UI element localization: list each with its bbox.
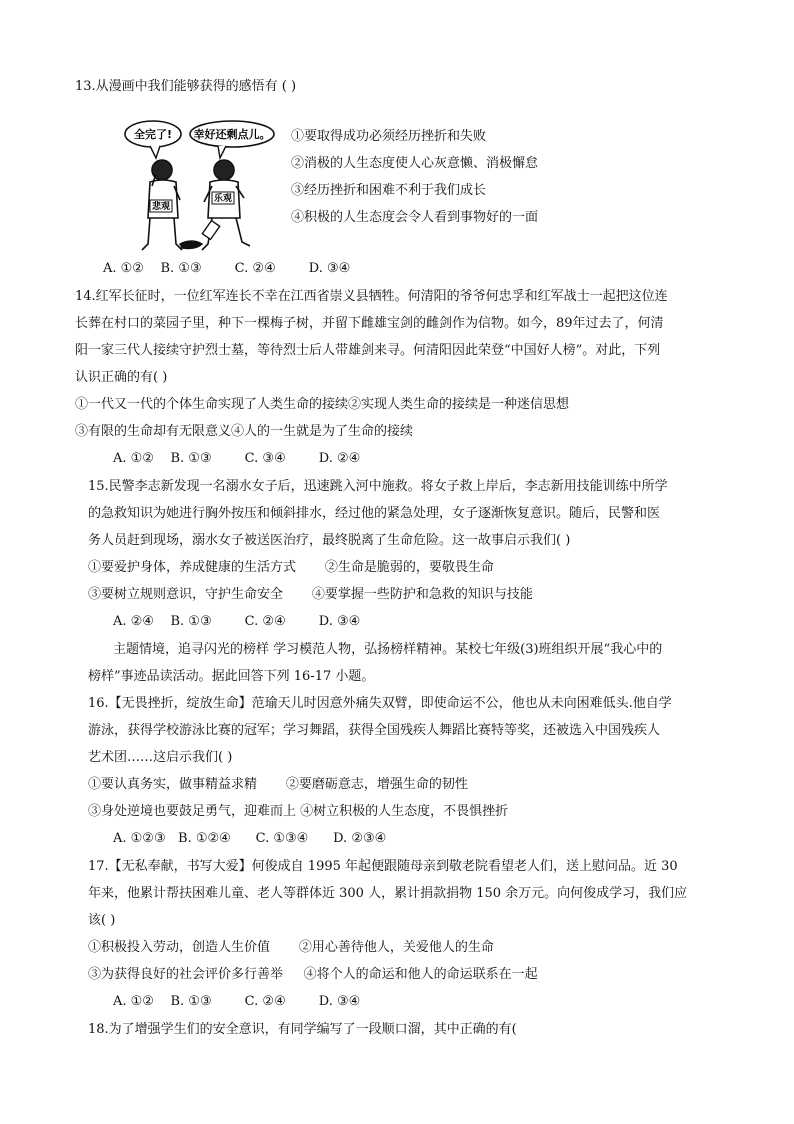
q17-line-5: ③为获得良好的社会评价多行善举 ④将个人的命运和他人的命运联系在一起 <box>88 967 538 982</box>
theme-line-2: 榜样”事迹品读活动。据此回答下列 16-17 小题。 <box>88 669 375 684</box>
q15-line-1: 15.民警李志新发现一名溺水女子后，迅速跳入河中施救。将女子救上岸后，李志新用技能训练中所学 <box>88 479 668 494</box>
theme-line-1: 主题情境，追寻闪光的榜样 学习模范人物，弘扬榜样精神。某校七年级(3)班组织开展“我心中的 <box>113 642 663 657</box>
q14-line-6: ③有限的生命却有无限意义④人的一生就是为了生命的接续 <box>75 424 414 439</box>
q16-line-4: ①要认真务实，做事精益求精 ②要磨砺意志，增强生命的韧性 <box>88 777 468 792</box>
q16-line-3: 艺术团……这启示我们( ) <box>88 750 233 765</box>
q13-options: A. ①② B. ①③ C. ②④ D. ③④ <box>103 261 351 276</box>
q15-options: A. ②④ B. ①③ C. ②④ D. ③④ <box>113 614 361 629</box>
q16-line-1: 16.【无畏挫折，绽放生命】范瑜天儿时因意外痛失双臂，即使命运不公，他也从未向困难低头.他自学 <box>88 696 672 711</box>
q13-statement-3: ③经历挫折和困难不利于我们成长 <box>291 183 487 198</box>
q13-cartoon <box>120 118 280 258</box>
q17-line-1: 17.【无私奉献，书写大爱】何俊成自 1995 年起便跟随母亲到敬老院看望老人们，送上慰问品。近 30 <box>88 859 678 874</box>
q13-statement-2: ②消极的人生态度使人心灰意懒、消极懈怠 <box>291 156 539 171</box>
q17-options: A. ①② B. ①③ C. ②④ D. ③④ <box>113 994 361 1009</box>
q14-line-1: 14.红军长征时，一位红军连长不幸在江西省崇义县牺牲。何清阳的爷爷何忠孚和红军战士一起把这位连 <box>75 289 668 304</box>
q15-line-4: ①要爱护身体，养成健康的生活方式 ②生命是脆弱的，要敬畏生命 <box>88 560 494 575</box>
q13-statement-4: ④积极的人生态度会令人看到事物好的一面 <box>291 210 539 225</box>
q15-line-3: 务人员赶到现场，溺水女子被送医治疗，最终脱离了生命危险。这一故事启示我们( ) <box>88 533 571 548</box>
q14-options: A. ①② B. ①③ C. ③④ D. ②④ <box>113 451 361 466</box>
q16-options: A. ①②③ B. ①②④ C. ①③④ D. ②③④ <box>113 831 387 846</box>
q14-line-5: ①一代又一代的个体生命实现了人类生命的接续②实现人类生命的接续是一种迷信思想 <box>75 397 570 412</box>
q16-line-2: 游泳，获得学校游泳比赛的冠军；学习舞蹈，获得全国残疾人舞蹈比赛特等奖，还被选入中国残疾人 <box>88 723 661 738</box>
q16-line-5: ③身处逆境也要鼓足勇气，迎难而上 ④树立积极的人生态度，不畏惧挫折 <box>88 804 509 819</box>
q14-line-4: 认识正确的有( ) <box>75 370 168 385</box>
q17-line-3: 该( ) <box>88 913 116 928</box>
right-bubble-text: 幸好还剩点儿。 <box>193 128 271 141</box>
q15-line-5: ③要树立规则意识，守护生命安全 ④要掌握一些防护和急救的知识与技能 <box>88 587 533 602</box>
q13-stem: 13.从漫画中我们能够获得的感悟有 ( ) <box>75 79 297 94</box>
q14-line-2: 长葬在村口的菜园子里，种下一棵梅子树，并留下雌雄宝剑的雌剑作为信物。如今，89年过去了，何清 <box>75 316 664 331</box>
q15-line-2: 的急救知识为她进行胸外按压和倾斜排水，经过他的紧急处理，女子逐渐恢复意识。随后，民警和医 <box>88 506 661 521</box>
left-bubble-text: 全完了! <box>133 128 173 141</box>
q13-statement-1: ①要取得成功必须经历挫折和失败 <box>291 129 487 144</box>
q17-line-2: 年来，他累计帮扶困难儿童、老人等群体近 300 人，累计捐款捐物 150 余万元。向何俊成学习，我们应 <box>88 886 688 901</box>
pessimist-sign: 悲观 <box>151 202 171 212</box>
tipped-bottle <box>180 221 220 249</box>
q18-stem: 18.为了增强学生们的安全意识，有同学编写了一段顺口溜，其中正确的有( <box>88 1022 517 1037</box>
q14-line-3: 阳一家三代人接续守护烈士墓，等待烈士后人带雄剑来寻。何清阳因此荣登“中国好人榜”。对此，下列 <box>75 343 661 358</box>
q17-line-4: ①积极投入劳动，创造人生价值 ②用心善待他人，关爱他人的生命 <box>88 940 494 955</box>
optimist-sign: 乐观 <box>213 194 233 204</box>
